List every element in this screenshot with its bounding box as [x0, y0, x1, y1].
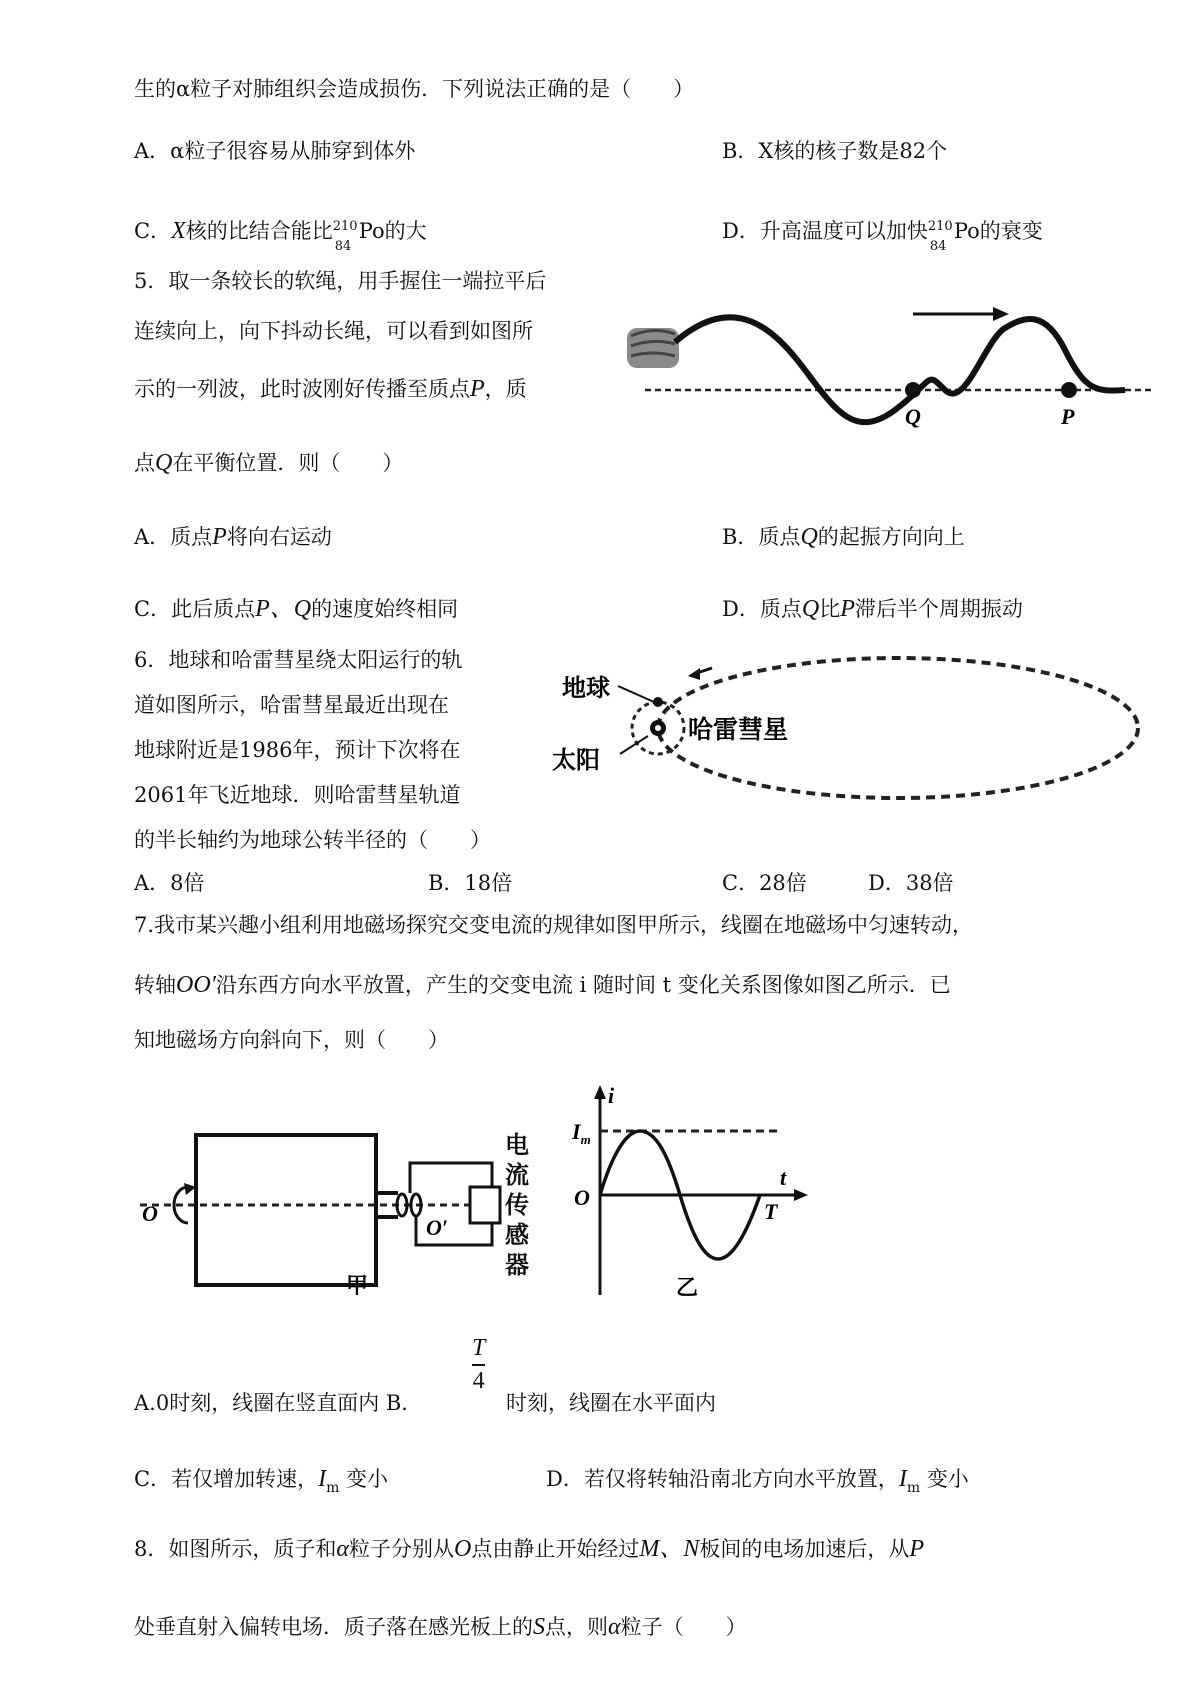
po-symbol-2: Po [953, 219, 980, 243]
q7-c-im-sub: m [326, 1480, 340, 1496]
current-time-graph [568, 1085, 808, 1300]
q8-line2-post: 粒子（ ） [620, 1615, 747, 1639]
q5-line4-pre: 点 [134, 451, 155, 475]
q8-line2 [134, 1614, 747, 1640]
graph-i-label: i [608, 1085, 615, 1108]
q5-line4-q: Q [155, 450, 173, 476]
graph-im-label: $I_m$ [572, 1119, 591, 1147]
q7-d-im: I [898, 1466, 907, 1492]
graph-origin-label: O [574, 1185, 590, 1210]
q8-line2-mid: 点，则 [545, 1615, 608, 1639]
q5-d-pre: D．质点 [722, 597, 802, 621]
q4-c-x: X [171, 218, 186, 244]
q7-c-im: I [318, 1466, 327, 1492]
slip-ring-1 [397, 1194, 407, 1216]
fraction-denominator: 4 [472, 1368, 485, 1394]
q7-d-post: 变小 [926, 1467, 969, 1491]
q5-line4 [134, 450, 403, 476]
q5-option-b [722, 524, 965, 550]
po-atomic-number-2: 84 [929, 238, 947, 254]
q7-line2 [134, 972, 951, 998]
q5-c-pre: C．此后质点 [134, 597, 256, 621]
q7-line3: 知地磁场方向斜向下，则（ ） [134, 1028, 449, 1052]
q4-c-mid: 核的比结合能比 [185, 219, 333, 243]
fraction-numerator: T [472, 1335, 486, 1361]
point-q-dot [905, 382, 921, 398]
q8-line1-mid3: 板间的电场加速后，从 [699, 1537, 910, 1561]
po-mass-number: 210 [332, 218, 358, 234]
earth-label: 地球 [562, 674, 610, 702]
q7-line2-pre: 转轴 [134, 973, 176, 997]
q7-d-im-sub: m [906, 1480, 921, 1496]
q5-option-a [134, 524, 332, 550]
point-q-label: Q [905, 404, 921, 429]
graph-period-label: T [764, 1199, 778, 1224]
q5-c-pq: P、Q [255, 596, 312, 622]
q5-b-q: Q [800, 524, 818, 550]
q4-d-post: 的衰变 [979, 219, 1043, 243]
po-isotope-2 [927, 218, 954, 254]
q5-line3 [134, 376, 527, 402]
po-atomic-number: 84 [334, 238, 352, 254]
q5-line3-p: P [470, 376, 485, 402]
axis-o-prime-label: O′ [426, 1215, 449, 1240]
q5-line2: 连续向上，向下抖动长绳，可以看到如图所 [134, 319, 533, 343]
q7-c-pre: C．若仅增加转速， [134, 1467, 319, 1491]
q6-option-b: B．18倍 [428, 871, 513, 895]
q7-b-post: 时刻，线圈在水平面内 [506, 1391, 716, 1415]
q6-line3: 地球附近是1986年，预计下次将在 [134, 738, 461, 762]
q8-point-s: S [533, 1614, 545, 1640]
q5-line1: 5．取一条较长的软绳，用手握住一端拉平后 [134, 269, 547, 293]
q7-c-post: 变小 [346, 1467, 389, 1491]
q4-option-d [722, 218, 1043, 254]
q5-b-pre: B．质点 [722, 525, 801, 549]
q4-option-a: A．α粒子很容易从肺穿到体外 [134, 139, 416, 163]
q4-d-prefix: D．升高温度可以加快 [722, 219, 928, 243]
rope-wave [675, 317, 1125, 422]
sun-label: 太阳 [552, 746, 600, 774]
earth-pointer [618, 686, 654, 702]
q6-line1: 6．地球和哈雷彗星绕太阳运行的轨 [134, 648, 463, 672]
q5-d-q: Q [801, 596, 820, 622]
q6-line2: 道如图所示，哈雷彗星最近出现在 [134, 693, 449, 717]
axis-o-label: O [142, 1201, 158, 1226]
q4-option-c [134, 218, 427, 254]
q8-plates-mn: M、N [639, 1536, 700, 1562]
hand-icon [627, 328, 679, 368]
q5-d-mid: 比 [819, 597, 841, 621]
q5-a-pre: A．质点 [134, 525, 213, 549]
q4-c-prefix: C． [134, 219, 172, 243]
q7-option-c [134, 1466, 388, 1495]
q7-line2-post: 沿东西方向水平放置，产生的交变电流 i 随时间 t 变化关系图像如图乙所示．已 [215, 973, 951, 997]
q8-line1-pre: 8．如图所示，质子和 [134, 1537, 337, 1561]
q8-line1-mid: 粒子分别从 [348, 1537, 454, 1561]
q4-stem: 生的α粒子对肺组织会造成损伤．下列说法正确的是（ ） [134, 77, 695, 101]
q5-option-d [722, 596, 1023, 622]
po-symbol: Po [358, 219, 385, 243]
q7-a-text: A.0时刻，线圈在竖直面内 B． [134, 1391, 423, 1415]
q6-line4: 2061年飞近地球．则哈雷彗星轨道 [134, 783, 461, 807]
q5-a-post: 将向右运动 [226, 525, 332, 549]
q5-a-p: P [212, 524, 227, 550]
po-mass-number-2: 210 [927, 218, 953, 234]
q8-alpha-2: α [608, 1614, 621, 1640]
q8-line1-mid2: 点由静止开始经过 [471, 1537, 640, 1561]
propagation-arrow [913, 307, 1009, 321]
q8-alpha-1: α [336, 1536, 349, 1562]
q7-fraction-t-over-4 [472, 1335, 485, 1395]
q7-option-d [546, 1466, 969, 1495]
q4-c-post: 的大 [384, 219, 427, 243]
q8-point-o: O [453, 1536, 472, 1562]
q7-option-ab [134, 1390, 422, 1416]
q4-option-b: B．X核的核子数是82个 [722, 139, 948, 163]
q5-line3-pre: 示的一列波，此时波刚好传播至质点 [134, 377, 470, 401]
point-p-label: P [1061, 404, 1075, 429]
figure-yi-label: 乙 [676, 1276, 699, 1300]
q8-line1 [134, 1536, 924, 1562]
q5-d-post: 滞后半个周期振动 [854, 597, 1023, 621]
q5-option-c [134, 596, 458, 622]
current-sensor-label: 电流传感器 [505, 1131, 529, 1279]
graph-t-label: t [780, 1165, 787, 1190]
q7-line1: 7.我市某兴趣小组利用地磁场探究交变电流的规律如图甲所示，线圈在地磁场中匀速转动， [134, 913, 974, 937]
q6-line5: 的半长轴约为地球公转半径的（ ） [134, 828, 491, 852]
comet-label: 哈雷彗星 [688, 715, 789, 744]
q5-d-p: P [840, 596, 855, 622]
q6-option-c: C．28倍 [722, 871, 807, 895]
orbit-figure [548, 650, 1148, 820]
q6-option-d: D．38倍 [868, 871, 954, 895]
figure-jia-label: 甲 [346, 1274, 369, 1295]
q8-line2-pre: 处垂直射入偏转电场．质子落在感光板上的 [134, 1615, 533, 1639]
q8-point-p: P [909, 1536, 924, 1562]
q5-line3-post: ，质 [484, 377, 527, 401]
coil-loop [196, 1135, 376, 1285]
q7-axis-label: OO′ [176, 972, 216, 998]
q6-option-a: A．8倍 [134, 871, 205, 895]
q7-d-pre: D．若仅将转轴沿南北方向水平放置， [546, 1467, 899, 1491]
earth-dot [653, 697, 663, 707]
q5-b-post: 的起振方向向上 [817, 525, 965, 549]
q5-c-post: 的速度始终相同 [311, 597, 459, 621]
wave-figure [625, 300, 1155, 445]
q5-line4-post: 在平衡位置．则（ ） [172, 451, 404, 475]
point-p-dot [1061, 382, 1077, 398]
current-sensor-box [470, 1187, 500, 1223]
po-isotope [332, 218, 359, 254]
